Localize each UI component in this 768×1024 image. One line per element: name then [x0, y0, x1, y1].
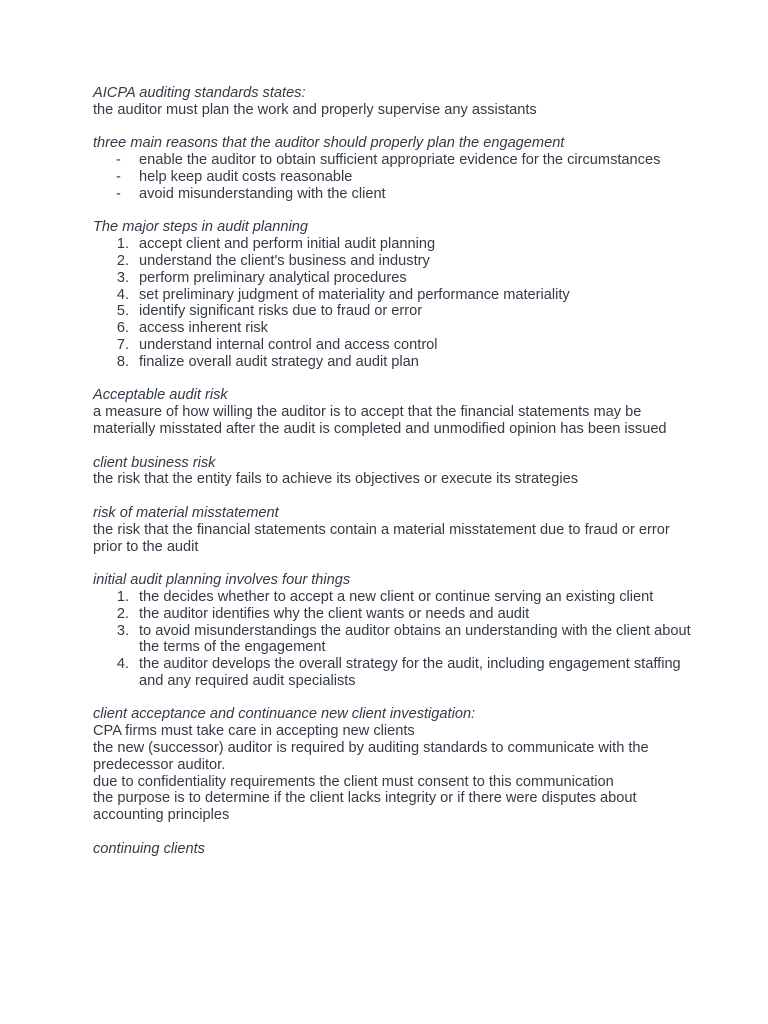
section-initial-planning — [93, 572, 693, 690]
section-aicpa-standards — [93, 85, 693, 119]
list-number: 4. — [116, 656, 129, 673]
list-number: 4. — [116, 286, 129, 303]
list-item-text: access inherent risk — [139, 320, 268, 337]
spacer — [93, 555, 693, 572]
list-item-text: the decides whether to accept a new client or continue serving an existing client — [139, 588, 654, 605]
list-item-text: enable the auditor to obtain sufficient appropriate evidence for the circumstances — [139, 152, 661, 169]
numbered-list — [93, 589, 693, 690]
spacer — [93, 119, 693, 136]
dash-bullet: - — [116, 185, 121, 202]
spacer — [93, 824, 693, 841]
section-continuing-clients — [93, 841, 693, 858]
list-number: 1. — [116, 588, 129, 605]
section-client-business-risk — [93, 455, 693, 489]
paragraph: due to confidentiality requirements the client must consent to this communication — [93, 773, 614, 790]
section-heading: The major steps in audit planning — [93, 219, 308, 236]
section-major-steps — [93, 219, 693, 370]
list-item — [93, 169, 693, 186]
spacer — [93, 438, 693, 455]
list-item — [93, 589, 693, 606]
paragraph: the risk that the financial statements contain a material misstatement due to fraud or error prior to the audit — [93, 521, 670, 555]
document-body — [93, 85, 693, 858]
list-item-text: the auditor develops the overall strategy for the audit, including engagement staffing and any required audit specialists — [139, 656, 681, 689]
list-item-text: accept client and perform initial audit planning — [139, 236, 436, 253]
list-number: 3. — [116, 269, 129, 286]
list-item — [93, 303, 693, 320]
paragraph: the risk that the entity fails to achieve its objectives or execute its strategies — [93, 471, 579, 488]
list-number: 5. — [116, 303, 129, 320]
spacer — [93, 690, 693, 707]
list-item — [93, 337, 693, 354]
section-heading: client acceptance and continuance new client investigation: — [93, 706, 476, 723]
list-item — [93, 186, 693, 203]
section-heading: initial audit planning involves four things — [93, 572, 351, 589]
dash-list — [93, 152, 693, 202]
paragraph: the auditor must plan the work and properly supervise any assistants — [93, 101, 537, 118]
list-item-text: help keep audit costs reasonable — [139, 168, 353, 185]
section-heading: AICPA auditing standards states: — [93, 85, 306, 101]
list-item — [93, 354, 693, 371]
list-number: 3. — [116, 622, 129, 639]
section-heading: client business risk — [93, 454, 216, 471]
section-heading: three main reasons that the auditor should properly plan the engagement — [93, 135, 565, 152]
list-item-text: to avoid misunderstandings the auditor obtains an understanding with the client about the terms of the engagement — [139, 622, 691, 656]
list-item-text: identify significant risks due to fraud or error — [139, 303, 423, 320]
section-heading: risk of material misstatement — [93, 504, 279, 521]
dash-bullet: - — [116, 168, 121, 185]
section-acceptable-audit-risk — [93, 387, 693, 437]
list-item-text: the auditor identifies why the client wants or needs and audit — [139, 605, 530, 622]
list-number: 2. — [116, 252, 129, 269]
paragraph: the new (successor) auditor is required by auditing standards to communicate with the predecessor auditor. — [93, 740, 649, 773]
section-planning-reasons — [93, 135, 693, 202]
spacer — [93, 371, 693, 388]
section-heading: continuing clients — [93, 840, 205, 857]
list-item — [93, 656, 693, 690]
list-number: 1. — [116, 236, 129, 253]
list-item — [93, 253, 693, 270]
list-number: 8. — [116, 353, 129, 370]
list-item — [93, 270, 693, 287]
list-number: 2. — [116, 605, 129, 622]
spacer — [93, 488, 693, 505]
list-item — [93, 623, 693, 657]
list-item — [93, 320, 693, 337]
list-item-text: avoid misunderstanding with the client — [139, 185, 386, 202]
list-item-text: perform preliminary analytical procedures — [139, 269, 407, 286]
paragraph: the purpose is to determine if the client lacks integrity or if there were disputes about accounting principles — [93, 790, 637, 824]
list-item-text: finalize overall audit strategy and audit plan — [139, 353, 419, 370]
paragraph: a measure of how willing the auditor is to accept that the financial statements may be materially misstated after the audit is completed and unmodified opinion has been issued — [93, 404, 667, 437]
list-item — [93, 606, 693, 623]
list-item — [93, 287, 693, 304]
section-material-misstatement — [93, 505, 693, 555]
list-item-text: understand internal control and access control — [139, 336, 438, 353]
list-item — [93, 236, 693, 253]
list-item — [93, 152, 693, 169]
list-number: 6. — [116, 320, 129, 337]
section-heading: Acceptable audit risk — [93, 387, 228, 404]
paragraph: CPA firms must take care in accepting new clients — [93, 723, 415, 740]
list-item-text: understand the client's business and industry — [139, 252, 430, 269]
spacer — [93, 203, 693, 220]
list-number: 7. — [116, 336, 129, 353]
section-client-acceptance — [93, 706, 693, 824]
numbered-list — [93, 236, 693, 370]
list-item-text: set preliminary judgment of materiality and performance materiality — [139, 286, 570, 303]
dash-bullet: - — [116, 152, 121, 169]
